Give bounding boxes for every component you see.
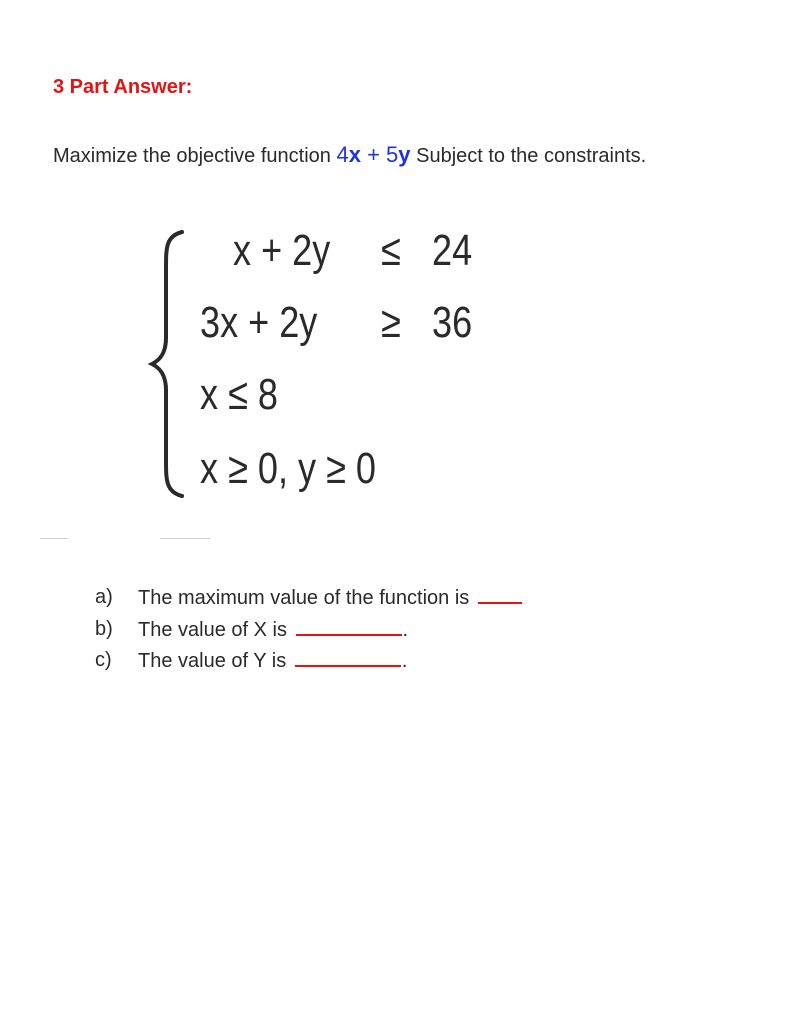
constraint-3: x ≤ 8 (200, 370, 278, 419)
answer-blank-x-value[interactable] (296, 618, 402, 636)
constraint-4: x ≥ 0, y ≥ 0 (200, 444, 376, 493)
objective-var-y: y (398, 142, 411, 167)
constraint-2-rhs: 36 (432, 298, 473, 347)
objective-coef-y: 5 (386, 142, 399, 167)
divider-left (40, 538, 68, 539)
constraint-1-operator: ≤ (381, 226, 401, 275)
objective-coef-x: 4 (336, 142, 349, 167)
question-text (138, 586, 523, 610)
statement-prefix: Maximize the objective function (53, 145, 337, 167)
objective-function (336, 142, 410, 167)
constraint-1-lhs: x + 2y (233, 226, 331, 275)
answer-blank-y-value[interactable] (295, 649, 401, 667)
section-heading: 3 Part Answer: (53, 76, 193, 98)
objective-plus: + (360, 142, 387, 167)
objective-var-x: x (348, 142, 361, 167)
divider-right (160, 538, 210, 539)
system-brace (146, 228, 186, 500)
constraint-2-operator: ≥ (381, 298, 401, 347)
constraint-1-rhs: 24 (432, 226, 473, 275)
question-text (138, 618, 408, 642)
constraint-2-lhs: 3x + 2y (200, 298, 318, 347)
statement-suffix: Subject to the constraints. (410, 145, 647, 167)
question-c-label: The value of Y is (138, 650, 292, 672)
question-b-end: . (402, 618, 409, 641)
question-b-label: The value of X is (138, 618, 293, 641)
question-text (138, 649, 407, 673)
question-c-end: . (401, 650, 408, 672)
question-letter: c) (95, 649, 112, 671)
question-letter: a) (95, 586, 113, 608)
question-letter: b) (95, 617, 113, 640)
problem-statement (53, 142, 646, 168)
question-a-label: The maximum value of the function is (138, 587, 475, 609)
answer-blank-max-value[interactable] (478, 586, 522, 604)
